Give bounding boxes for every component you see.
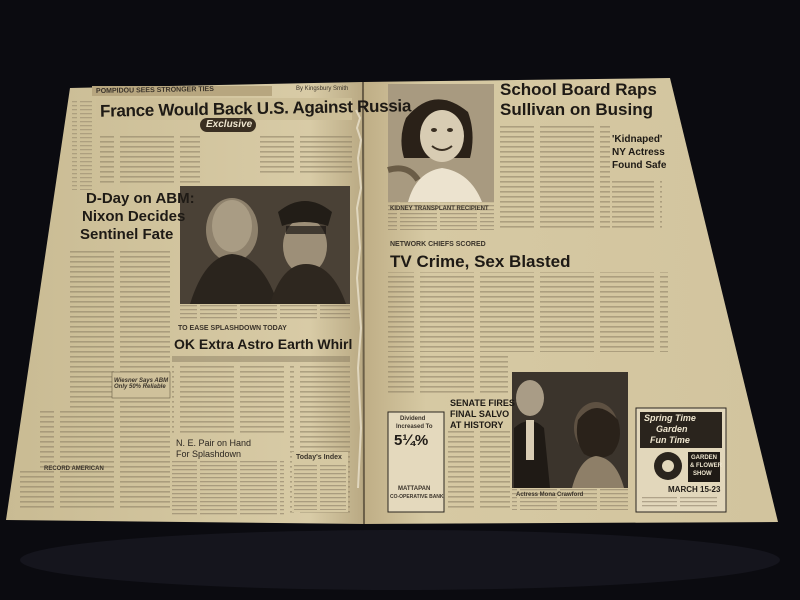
show-dates: MARCH 15-23 <box>668 485 721 494</box>
bank-2: CO-OPERATIVE BANK <box>390 494 444 500</box>
network-kicker: NETWORK CHIEFS SCORED <box>390 241 486 248</box>
ne-pair-2: For Splashdown <box>176 449 242 459</box>
spring-2: Garden <box>656 424 688 434</box>
dividend-1: Dividend <box>400 416 426 422</box>
headline-tv: TV Crime, Sex Blasted <box>390 252 571 271</box>
senate-1: SENATE FIRES <box>450 398 515 408</box>
headline-abm-3: Sentinel Fate <box>80 226 174 243</box>
bank-1: MATTAPAN <box>398 486 431 492</box>
kidney-caption: KIDNEY TRANSPLANT RECIPIENT <box>390 206 489 212</box>
ne-pair-1: N. E. Pair on Hand <box>176 438 252 448</box>
kidnap-2: NY Actress <box>612 147 665 158</box>
dividend-2: Increased To <box>396 424 433 430</box>
headline-school-2: Sullivan on Busing <box>500 100 654 119</box>
astro-kicker: TO EASE SPLASHDOWN TODAY <box>178 325 287 332</box>
show-1: GARDEN <box>691 455 718 461</box>
headline-school-1: School Board Raps <box>500 80 657 99</box>
spring-3: Fun Time <box>650 435 690 445</box>
headline-abm-1: D-Day on ABM: <box>86 190 195 207</box>
wiesner-box: Wiesner Says ABM Only 50% Reliable <box>114 378 169 390</box>
kicker-pompidou: POMPIDOU SEES STRONGER TIES <box>95 85 214 96</box>
headline-abm-2: Nixon Decides <box>82 208 186 225</box>
masthead: RECORD AMERICAN <box>44 466 104 472</box>
senate-2: FINAL SALVO <box>450 409 510 419</box>
headline-france: France Would Back U.S. Against Russia <box>99 96 412 121</box>
headline-astro: OK Extra Astro Earth Whirl <box>174 336 353 352</box>
kidnap-1: 'Kidnaped' <box>612 134 663 145</box>
index-title: Today's Index <box>296 454 342 461</box>
show-2: & FLOWER <box>690 463 722 469</box>
spring-1: Spring Time <box>644 413 696 423</box>
show-3: SHOW <box>693 471 712 477</box>
dividend-rate: 5¼% <box>394 432 429 449</box>
senate-3: AT HISTORY <box>450 420 504 430</box>
actress-caption: Actress Mona Crawford <box>516 492 584 498</box>
byline: By Kingsbury Smith <box>296 86 349 92</box>
exclusive-badge: Exclusive <box>206 119 253 130</box>
kidnap-3: Found Safe <box>612 160 667 171</box>
